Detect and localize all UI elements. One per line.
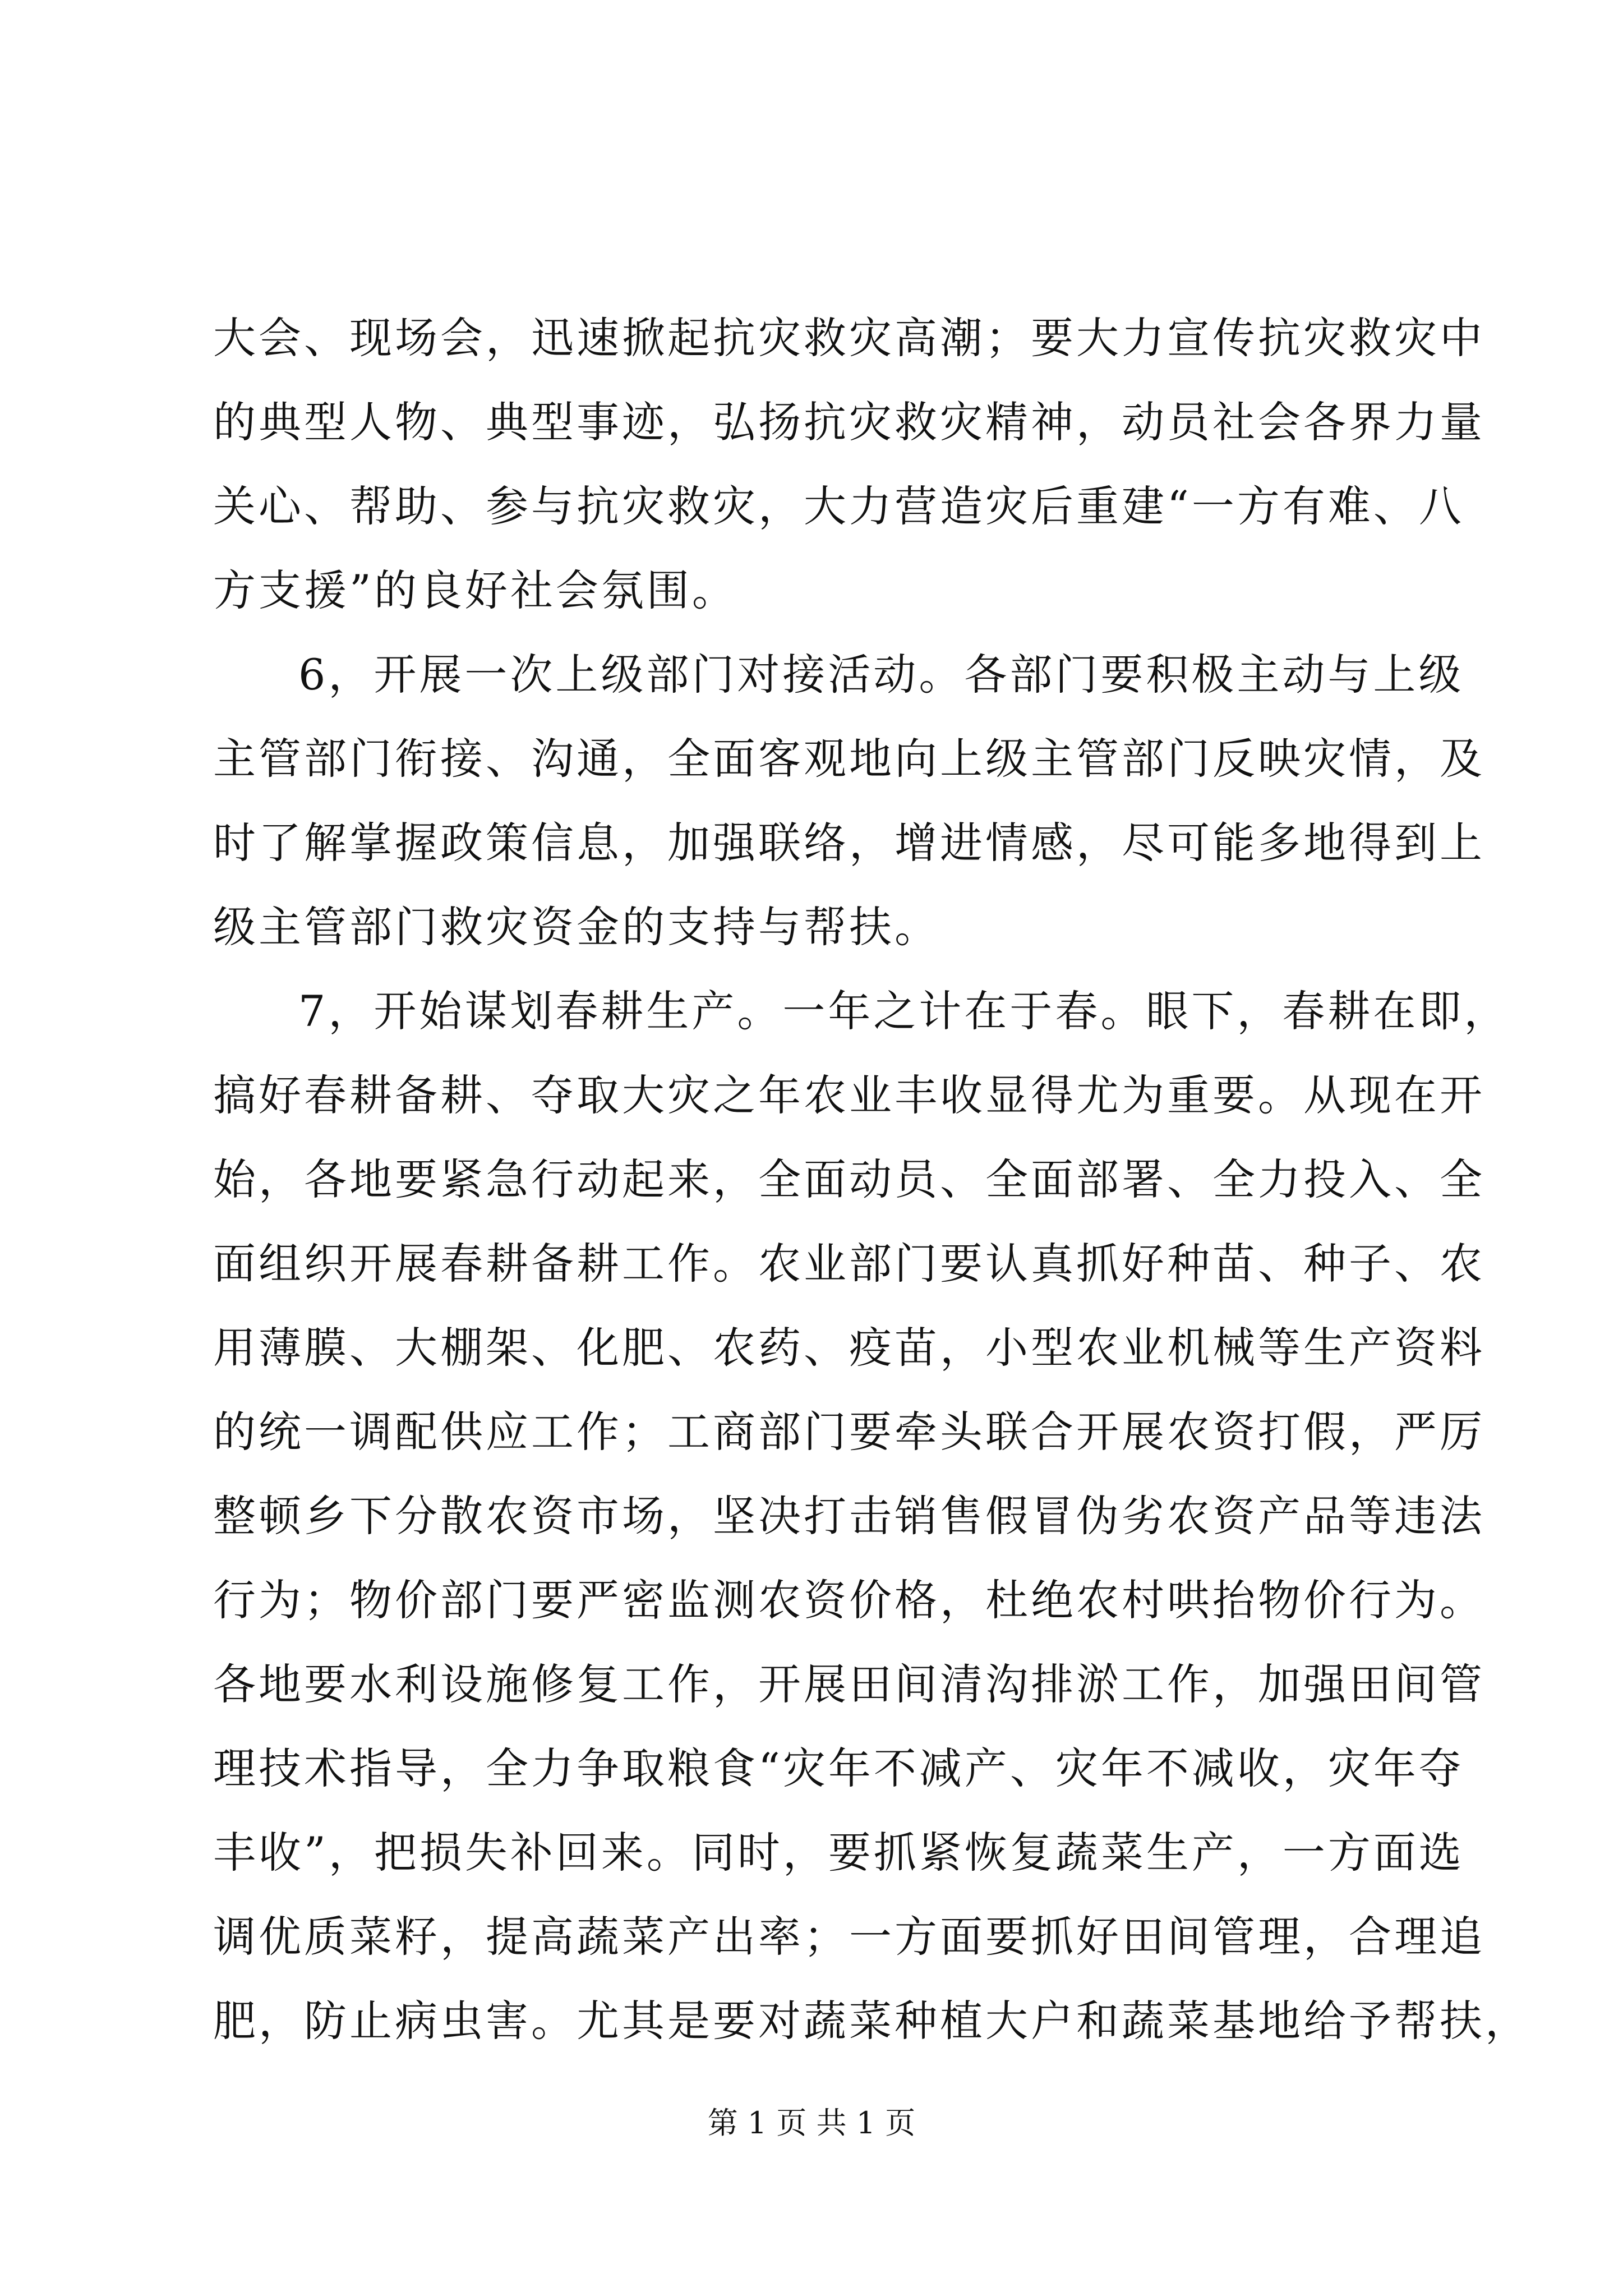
text-line: 大会、现场会，迅速掀起抗灾救灾高潮；要大力宣传抗灾救灾中 — [213, 313, 1485, 363]
text-line: 各地要水利设施修复工作，开展田间清沟排淤工作，加强田间管 — [213, 1659, 1485, 1709]
text-line: 的统一调配供应工作；工商部门要牵头联合开展农资打假，严厉 — [213, 1407, 1485, 1457]
body-text — [213, 296, 1530, 2063]
text-line: 关心、帮助、参与抗灾救灾，大力营造灾后重建“一方有难、八 — [213, 481, 1464, 531]
paragraph-7-start: 7，开始谋划春耕生产。一年之计在于春。眼下，春耕在即， — [298, 986, 1510, 1036]
paragraph-6-start: 6，开展一次上级部门对接活动。各部门要积极主动与上级 — [298, 650, 1464, 700]
text-line: 搞好春耕备耕、夺取大灾之年农业丰收显得尤为重要。从现在开 — [213, 1070, 1485, 1120]
text-line: 方支援”的良好社会氛围。 — [213, 565, 737, 615]
text-line: 理技术指导，全力争取粮食“灾年不减产、灾年不减收，灾年夺 — [213, 1743, 1464, 1793]
text-line: 时了解掌握政策信息，加强联络，增进情感，尽可能多地得到上 — [213, 818, 1485, 868]
page-footer: 第 1 页 共 1 页 — [707, 2105, 916, 2141]
text-line: 级主管部门救灾资金的支持与帮扶。 — [213, 902, 940, 952]
text-line: 行为；物价部门要严密监测农资价格，杜绝农村哄抬物价行为。 — [213, 1575, 1485, 1625]
text-line: 面组织开展春耕备耕工作。农业部门要认真抓好种苗、种子、农 — [213, 1239, 1485, 1289]
text-line: 用薄膜、大棚架、化肥、农药、疫苗，小型农业机械等生产资料 — [213, 1323, 1485, 1373]
text-line: 始，各地要紧急行动起来，全面动员、全面部署、全力投入、全 — [213, 1154, 1485, 1204]
text-line: 整顿乡下分散农资市场，坚决打击销售假冒伪劣农资产品等违法 — [213, 1491, 1485, 1541]
text-line: 丰收”，把损失补回来。同时，要抓紧恢复蔬菜生产，一方面选 — [213, 1828, 1464, 1878]
text-line: 调优质菜籽，提高蔬菜产出率；一方面要抓好田间管理，合理追 — [213, 1912, 1485, 1962]
text-line: 主管部门衔接、沟通，全面客观地向上级主管部门反映灾情，及 — [213, 734, 1485, 784]
text-line: 的典型人物、典型事迹，弘扬抗灾救灾精神，动员社会各界力量 — [213, 397, 1485, 447]
text-line: 肥，防止病虫害。尤其是要对蔬菜种植大户和蔬菜基地给予帮扶， — [213, 1996, 1530, 2046]
